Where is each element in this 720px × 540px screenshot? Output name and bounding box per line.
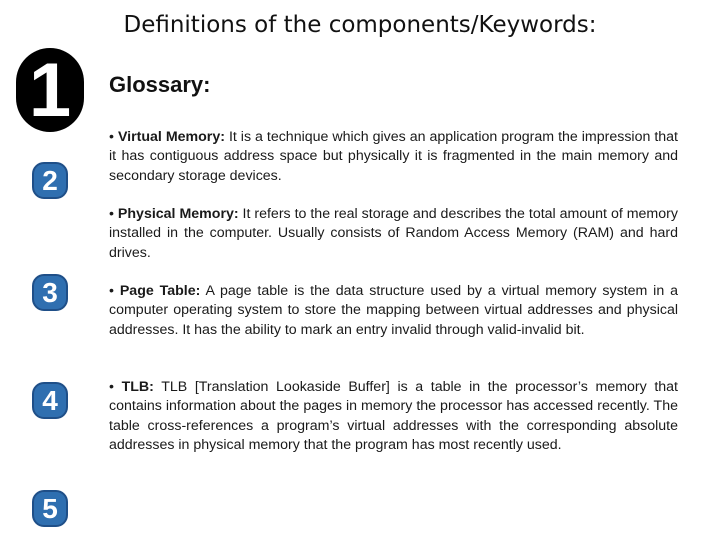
page-title: Definitions of the components/Keywords: (123, 12, 597, 38)
definition-tlb (109, 378, 678, 455)
step-marker-3: 3 (32, 274, 68, 311)
definition-text: TLB [Translation Lookaside Buffer] is a table in the processor’s memory that contains information about the pages in memory the processor has accessed recently. The table cross-references a program’s virtual addresses with the corresponding absolute addresses in physical memory that the program has most recently used. (109, 379, 678, 453)
definition-physical-memory (109, 205, 678, 263)
step-marker-5: 5 (32, 490, 68, 527)
definition-text: It refers to the real storage and describes the total amount of memory installed in the computer. Usually consists of Random Access Memory (RAM) and hard drives. (109, 206, 678, 261)
bullet: • (109, 283, 114, 299)
definition-text: It is a technique which gives an application program the impression that it has contiguous address space but physically it is fragmented in the main memory and secondary storage devices. (109, 129, 678, 184)
bullet: • (109, 206, 114, 222)
definition-term: Virtual Memory: (117, 129, 225, 145)
step-marker-1: 1 (16, 48, 84, 132)
step-marker-2: 2 (32, 162, 68, 199)
step-marker-4: 4 (32, 382, 68, 419)
definition-term: Physical Memory: (117, 206, 239, 222)
definition-term: TLB: (121, 379, 154, 395)
definition-virtual-memory (109, 128, 678, 186)
definition-text: A page table is the data structure used by a virtual memory system in a computer operating system to store the mapping between virtual addresses and physical addresses. It has the ability to mark an entry invalid through valid-invalid bit. (109, 283, 678, 338)
bullet: • (109, 379, 114, 395)
definition-term: Page Table: (119, 283, 201, 299)
definition-page-table (109, 282, 678, 340)
bullet: • (109, 129, 114, 145)
glossary-heading: Glossary: (109, 72, 211, 97)
